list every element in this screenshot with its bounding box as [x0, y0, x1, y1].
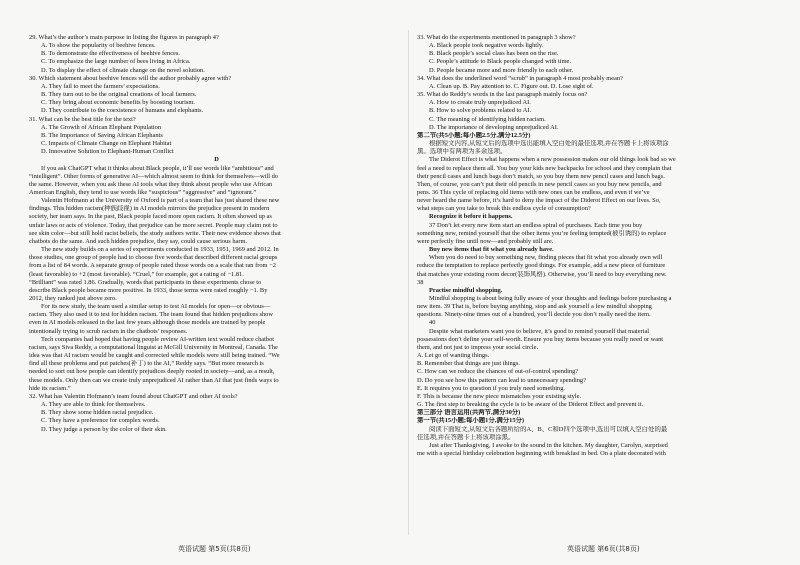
left-text-line: these models. Only then can we create truly unprejudiced AI rather than AI that just finds ways to [29, 376, 279, 384]
left-text-line: A. They fail to meet the farmers’ expectations. [41, 82, 160, 90]
right-text-line: me with a special birthday celebration beginning with breakfast in bed. On a plate decorated with [417, 449, 666, 457]
right-text-line: something new, remind yourself that the other items you’re feeling tempted(被引诱的) to replace [417, 229, 667, 237]
left-text-line: If you ask ChatGPT what it thinks about Black people, it’ll use words like “ambitious” and [41, 164, 274, 172]
left-text-line: see skin color—but still hold racist beliefs, the study authors write. Their new evidence shows that [29, 229, 281, 237]
right-text-line: 黑。选项中有两项为多余选项。 [417, 148, 507, 156]
right-column [417, 34, 779, 458]
left-text-line: Valentin Hofmann at the University of Oxford is part of a team that has just shared these new [41, 197, 280, 205]
right-text-line: C. How can we reduce the chances of out-of-control spending? [417, 368, 579, 376]
left-text-line: D. To display the effect of climate change on the novel solution. [41, 66, 205, 74]
left-text-line: intentionally trying to scrub racism in the chatbots’ responses. [29, 327, 188, 335]
right-text-line: D. Do you see how this pattern can lead to unnecessary spending? [417, 376, 586, 384]
left-text-line: C. They bring about economic benefits by boosting tourism. [41, 99, 195, 107]
right-text-line: 第三部分 语言运用(共两节,满分30分) [417, 409, 521, 417]
right-text-line: 38 [417, 278, 424, 286]
right-text-line: feel a need to replace them all. You buy your kids new backpacks for school and they complain that [417, 164, 672, 172]
left-text-line: idea was that AI racism would be caught and corrected while models were still being trained. “We [29, 352, 280, 360]
right-text-line: reduce the temptation to replace perfectly good things. For example, add a new piece of furniture [417, 262, 666, 270]
left-text-line: hide its racism.” [29, 384, 71, 392]
left-text-line: 30. Which statement about beehive fences will the author probably agree with? [29, 74, 232, 82]
left-text-line: C. They have a preference for complex words. [41, 417, 160, 425]
left-text-line: D. They contribute to the coexistence of humans and elephants. [41, 107, 204, 115]
right-text-line: what steps can you take to break this endless cycle of consumption? [417, 205, 591, 213]
page-footer-left: 英语试题 第5页(共8页) [178, 545, 251, 553]
left-text-line: American English, they tend to use words like “suspicious” “aggressive” and “ignorant.” [29, 188, 257, 196]
right-text-line: B. Remember that things are just things. [417, 360, 520, 368]
left-text-line: “Brilliant” was rated 1.86. Gradually, words that participants in these experiments chose to [29, 278, 262, 286]
left-text-line: D. They judge a person by the color of their skin. [41, 425, 167, 433]
left-text-line: B. To demonstrate the effectiveness of beehive fences. [41, 50, 180, 58]
left-text-line: “intelligent”. Other forms of generative AI—which almost seem to think for themselves—will do [29, 172, 278, 180]
left-text-line: 31. What can be the best title for the text? [29, 115, 136, 123]
right-text-line: 35. What do Reddy’s words in the last paragraph mainly focus on? [417, 91, 588, 99]
left-text-line: describe Black people became more positive. In 1933, those terms were rated roughly −1. By [29, 286, 268, 294]
right-text-line: that matches your existing room decor(装饰风格). Otherwise, you’ll need to buy everything new. [417, 270, 667, 278]
right-text-line: D. People became more and more friendly to each other. [429, 66, 574, 74]
left-text-line: 32. What has Valentin Hofmann’s team found about ChatGPT and other AI tools? [29, 392, 238, 400]
left-text-line: chatbots do the same. And such hidden prejudice, they say, could cause serious harm. [29, 237, 248, 245]
left-text-line: society, her team says. In the past, Black people faced more open racism. It often showed up as [29, 213, 272, 221]
right-text-line: A. How to create truly unprejudiced AI. [429, 99, 531, 107]
right-text-line: 33. What do the experiments mentioned in paragraph 3 show? [417, 34, 576, 41]
right-text-line: were perfectly fine until now—and probably still are. [417, 237, 554, 245]
right-text-line: Buy new items that fit what you already have. [429, 246, 554, 254]
column-divider [408, 30, 409, 535]
right-text-line: A. Clean up. B. Pay attention to. C. Figure out. D. Lose sight of. [429, 82, 594, 90]
right-text-line: 第一节(共15小题;每小题1分,满分15分) [417, 417, 525, 425]
left-text-line: A. They are able to think for themselves. [41, 401, 146, 409]
right-text-line: B. Black people’s social class has been on the rise. [429, 50, 559, 58]
right-text-line: Despite what marketers want you to believe, it’s good to remind yourself that material [429, 327, 650, 335]
left-text-line: C. To emphasize the large number of bees living in Africa. [41, 58, 191, 66]
right-text-line: Mindful shopping is about being fully aware of your thoughts and feelings before purchasing a [429, 295, 672, 302]
right-text-line: When you do need to buy something new, finding pieces that fit what you already own will [429, 254, 663, 262]
right-text-line: their pencil cases and lunch bags don’t match, so you buy them new pencil cases and lunch bags. [417, 172, 665, 180]
right-text-line: 佳选项,并在答题卡上将该项涂黑。 [417, 433, 515, 441]
right-text-line: C. People’s attitude to Black people changed with time. [429, 58, 571, 66]
left-text-line: 29. What’s the author’s main purpose in listing the figures in paragraph 4? [29, 34, 219, 41]
left-text-line: D. Innovative Solution to Elephant-Human Conflict [41, 148, 174, 156]
left-text-line: B. They show some hidden racial prejudice. [41, 409, 154, 417]
right-text-line: Practise mindful shopping. [429, 286, 503, 294]
right-text-line: new item. 39 That is, before buying anything, stop and ask yourself a few mindful shopping [417, 303, 652, 311]
left-text-line: racism. They also used it to test for hidden racism. The team found that hidden prejudices show [29, 311, 273, 319]
page-footer-right: 英语试题 第6页(共8页) [567, 545, 640, 553]
left-text-line: findings. This hidden racism(种族歧视) in AI models mirrors the prejudice present in modern [29, 205, 270, 213]
right-text-line: 阅读下面短文,从短文后各题所给的A、B、C和D四个选项中,选出可以填入空白处的最 [429, 425, 668, 433]
left-text-line: A. The Growth of African Elephant Population [41, 123, 162, 131]
right-text-line: Recognize it before it happens. [429, 213, 513, 221]
right-text-line: possessions don’t define your self-worth. Ensure you buy items because you really need or want [417, 335, 664, 343]
right-text-line: never heard the name before, it’s hard to deny the impact of the Diderot Effect on our lives. So, [417, 197, 661, 205]
left-text-line: unfair laws or acts of violence. Today, that prejudice can be more secret. People may claim not to [29, 221, 278, 229]
left-text-line: those studies, one group of people had to choose five words that described different racial groups [29, 254, 278, 262]
left-column [29, 34, 404, 434]
right-text-line: 34. What does the underlined word “scrub” in paragraph 4 most probably mean? [417, 74, 623, 82]
right-text-line: questions. Ninety-nine times out of a hundred, you’ll decide you don’t really need the item. [417, 311, 651, 319]
right-text-line: F. This is because the new piece mismatches your existing style. [417, 392, 582, 400]
left-text-line: Tech companies had hoped that having people review AI-written text would reduce chatbot [41, 335, 275, 343]
right-text-line: B. How to solve problems related to AI. [429, 107, 532, 115]
right-text-line: them, and not just to impress your social circle. [417, 343, 539, 351]
right-text-line: 37 Don’t let every new item start an endless spiral of purchases. Each time you buy [429, 221, 643, 229]
left-text-line: D [214, 156, 219, 164]
right-text-line: A. Let go of wanting things. [417, 352, 490, 360]
right-text-line: D. The importance of developing unprejudiced AI. [429, 123, 559, 131]
right-text-line: C. The meaning of identifying hidden racism. [429, 115, 546, 123]
right-text-line: 第二节(共5小题;每小题2.5分,满分12.5分) [417, 131, 531, 139]
right-text-line: The Diderot Effect is what happens when a new possession makes our old things look bad so we [429, 156, 676, 164]
left-text-line: find all these problems and put patches(补丁) to the AI,” Reddy says. “But more research is [29, 360, 264, 368]
left-text-line: even in AI models released in the last few years although those models are trained by people [29, 319, 266, 327]
left-text-line: from a list of 84 words. A separate group of people rated those words on a scale that ran from −2 [29, 262, 276, 270]
left-text-line: needed to sort out how people can identify prejudices deeply rooted in society—and, as a result, [29, 368, 275, 376]
left-text-line: the same. However, when you ask these AI tools what they think about people who use African [29, 180, 273, 188]
right-text-line: 40 [429, 319, 436, 327]
right-text-line: pens. 36 This cycle of replacing old items with new ones can be endless, and even if we’ve [417, 188, 650, 196]
left-text-line: B. They turn out to be the original creations of local farmers. [41, 91, 197, 99]
left-text-line: 2012, they ranked just above zero. [29, 295, 117, 302]
left-text-line: For its new study, the team used a similar setup to test AI models for open—or obvious— [41, 303, 271, 311]
right-text-line: Then, of course, you can’t put their old pencils in new pencil cases so you buy new pencils, and [417, 180, 662, 188]
right-text-line: 根据短文内容,从短文后的选项中选出能填入空白处的最佳选项,并在答题卡上将该项涂 [429, 140, 669, 148]
right-text-line: A. Black people took negative words lightly. [429, 42, 544, 50]
right-text-line: Just after Thanksgiving, I awoke to the sound in the kitchen. My daughter, Carolyn, surprised [429, 441, 668, 449]
right-text-line: G. The first step to breaking the cycle is to be aware of the Diderot Effect and prevent it. [417, 401, 644, 409]
left-text-line: racism, says Siva Reddy, a computational linguist at McGill University in Montreal, Canada. The [29, 343, 278, 351]
right-text-line: E. It requires you to question if you truly need something. [417, 384, 566, 392]
left-text-line: C. Impacts of Climate Change on Elephant Habitat [41, 140, 172, 148]
left-text-line: The new study builds on a series of experiments conducted in 1933, 1951, 1969 and 2012. In [41, 246, 279, 254]
left-text-line: A. To show the popularity of beehive fences. [41, 42, 156, 50]
left-text-line: (least favorable) to +2 (most favorable). “Cruel,” for example, got a rating of −1.81. [29, 270, 244, 278]
left-text-line: B. The Importance of Saving African Elephants [41, 131, 163, 139]
